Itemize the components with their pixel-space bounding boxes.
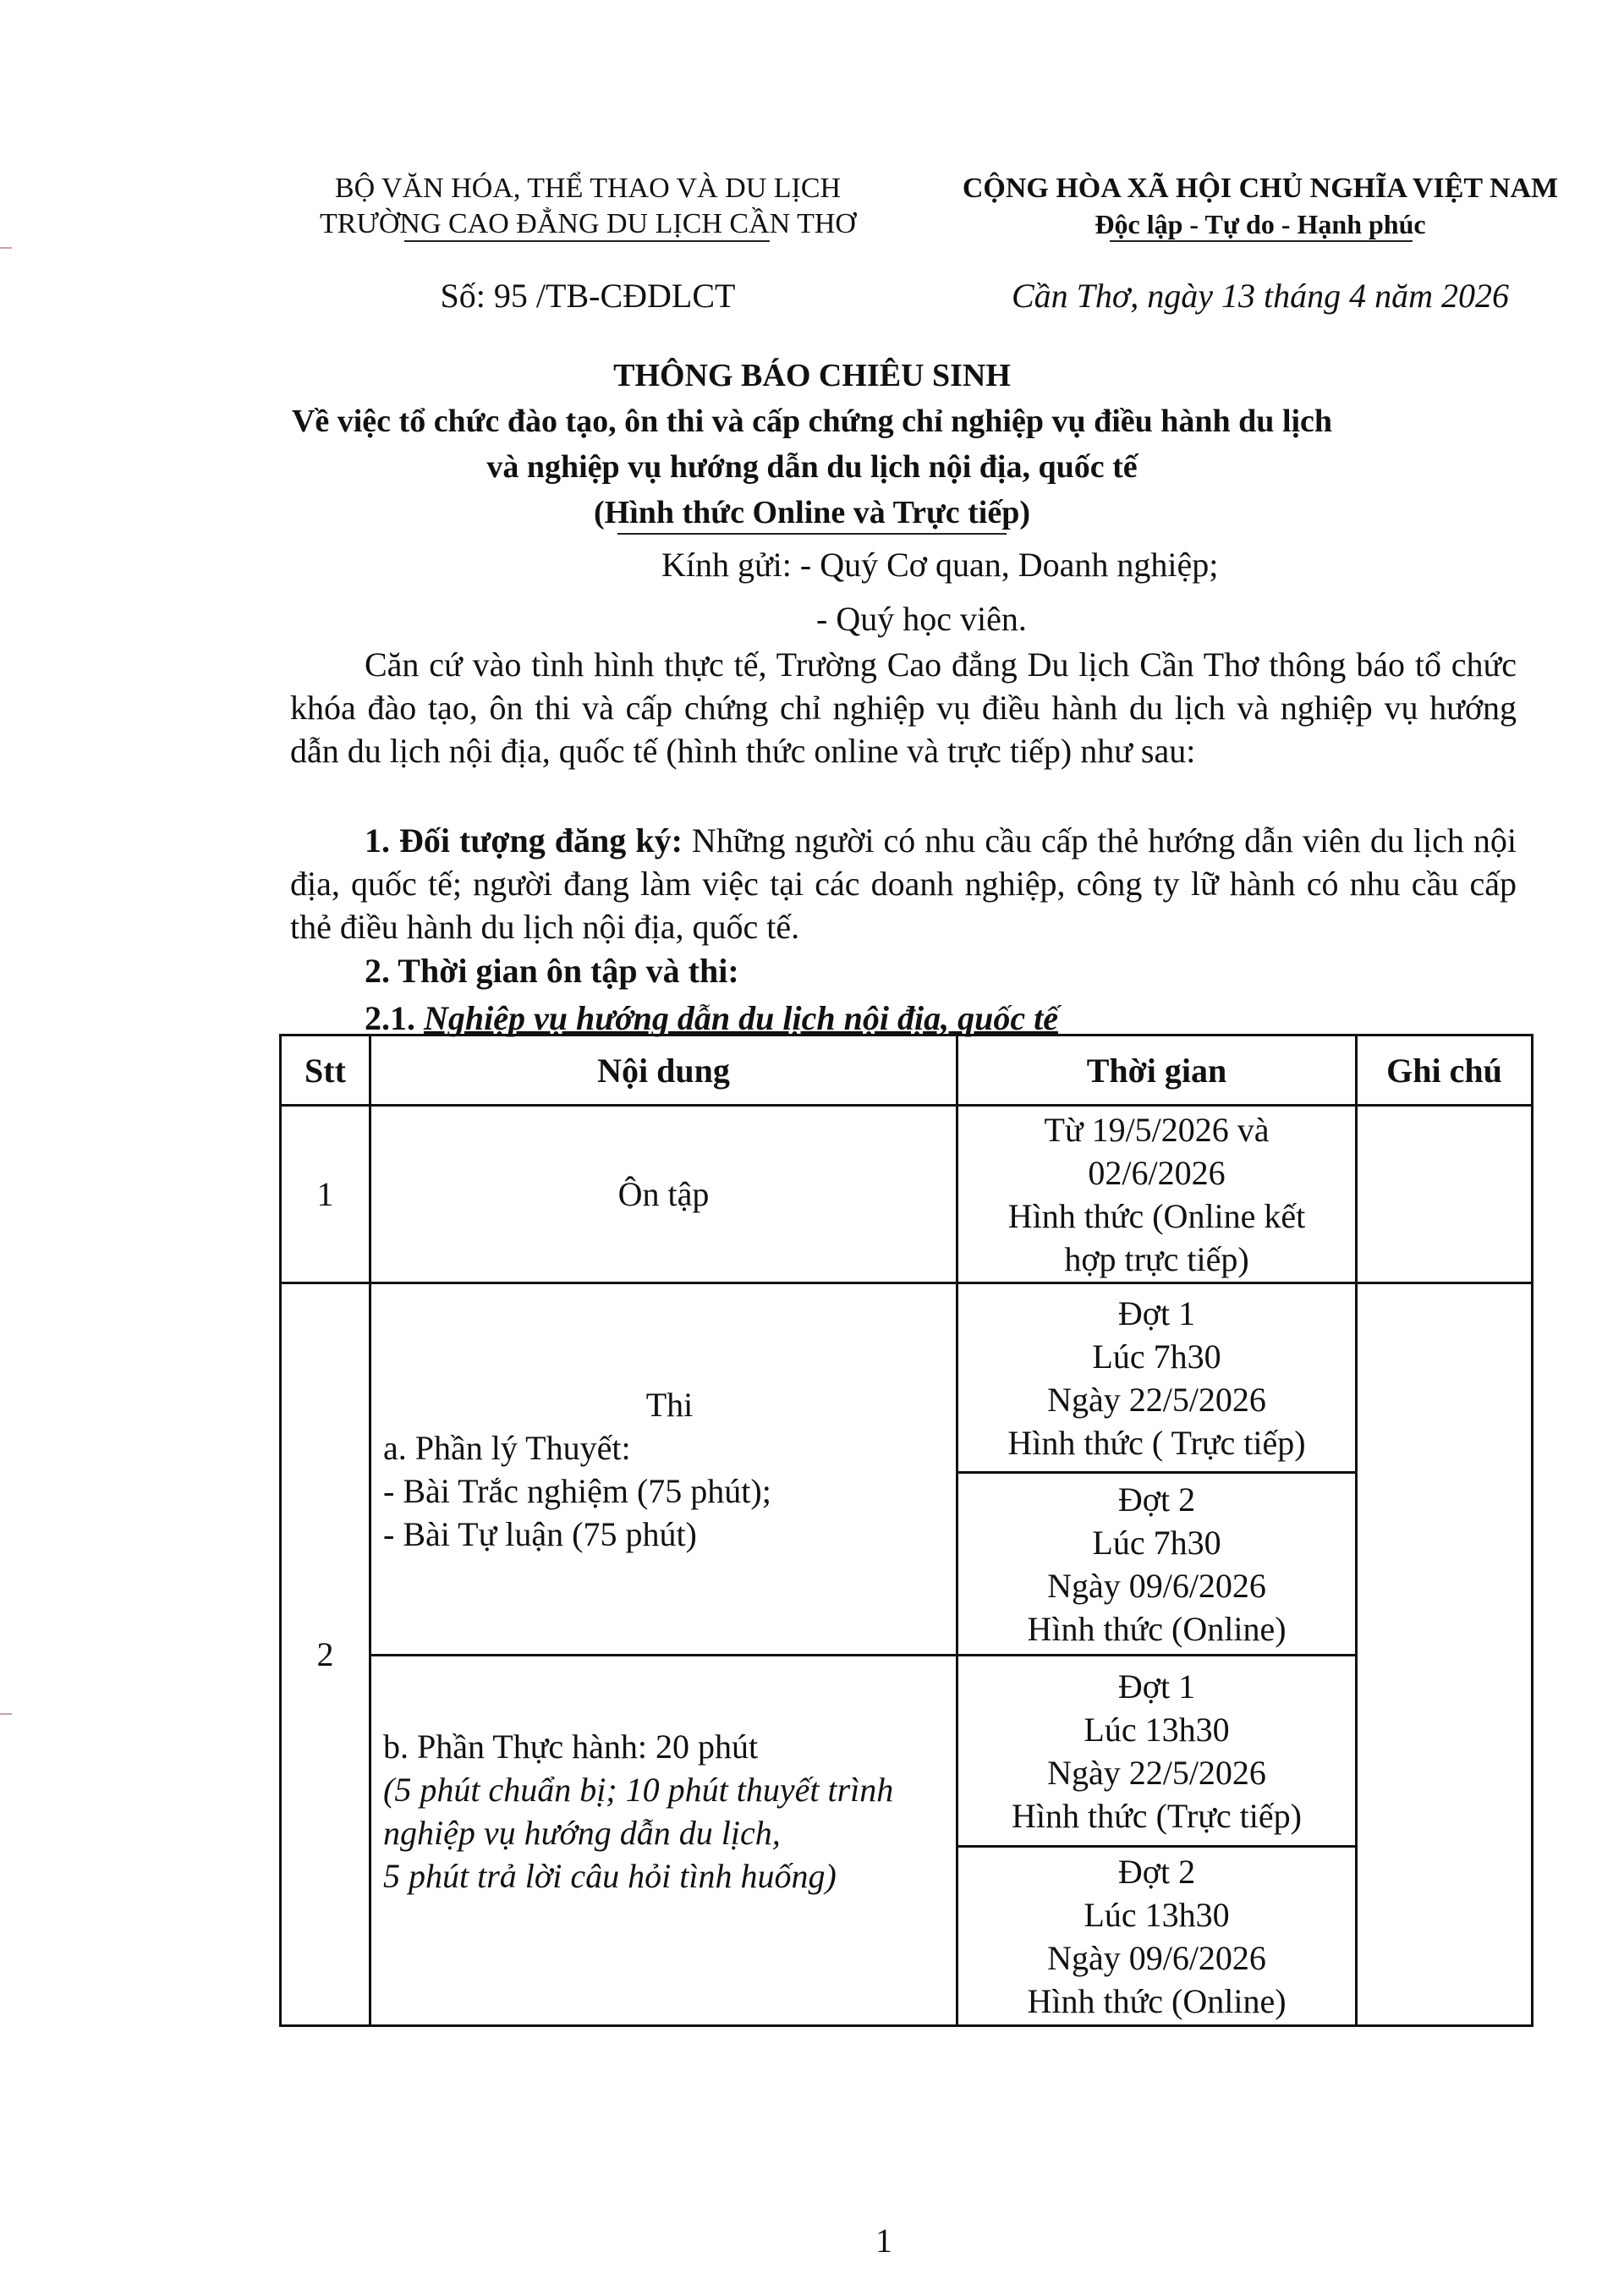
row2-note — [1357, 1283, 1533, 2026]
section-1-label: 1. Đối tượng đăng ký: — [365, 821, 683, 860]
practice-note-line: nghiệp vụ hướng dẫn du lịch, — [383, 1813, 781, 1852]
time-line: Hình thức (Online kết — [1007, 1196, 1306, 1235]
intro-paragraph: Căn cứ vào tình hình thực tế, Trường Cao đẳng Du lịch Cần Thơ thông báo tổ chức khóa đào tạo, ôn thi và cấp chứng chỉ nghiệp vụ điều hành du lịch và nghiệp vụ hướng dẫn du lịch nội địa, quốc tế (hình thức online và trực tiếp) như sau: — [290, 645, 1517, 770]
motto-underline — [1110, 240, 1413, 242]
edge-mark — [0, 1713, 12, 1715]
time-line: Hình thức ( Trực tiếp) — [1007, 1423, 1306, 1462]
practice-round2-time — [957, 1847, 1357, 2026]
row1-note — [1357, 1106, 1533, 1283]
time-line: Ngày 09/6/2026 — [1047, 1566, 1266, 1605]
table-row — [281, 1106, 1533, 1283]
recipients-line2: - Quý học viên. — [816, 600, 1027, 638]
section-1-text: Những người có nhu cầu cấp thẻ hướng dẫn viên du lịch nội địa, quốc tế; người đang làm việc tại các doanh nghiệp, công ty lữ hành có nhu cầu cấp thẻ điều hành du lịch nội địa, quốc tế. — [290, 821, 1517, 946]
practice-round1-time — [957, 1656, 1357, 1847]
time-line: Đợt 2 — [1117, 1852, 1196, 1891]
notice-title: THÔNG BÁO CHIÊU SINH — [613, 358, 1011, 393]
time-line: hợp trực tiếp) — [1064, 1239, 1249, 1278]
theory-round2-time — [957, 1473, 1357, 1656]
time-line: Ngày 09/6/2026 — [1047, 1938, 1266, 1977]
row1-time — [957, 1106, 1357, 1283]
section-1-paragraph — [290, 819, 1517, 948]
theory-line: - Bài Trắc nghiệm (75 phút); — [383, 1471, 771, 1510]
time-line: Hình thức (Online) — [1027, 1981, 1287, 2020]
edge-mark — [0, 247, 12, 249]
title-underline — [617, 533, 1007, 535]
theory-line: - Bài Tự luận (75 phút) — [383, 1514, 697, 1553]
theory-line: Thi — [645, 1385, 694, 1424]
time-line: Đợt 2 — [1117, 1480, 1196, 1519]
row1-stt: 1 — [281, 1106, 370, 1283]
country-name: CỘNG HÒA XÃ HỘI CHỦ NGHĨA VIỆT NAM — [962, 173, 1559, 204]
theory-line: a. Phần lý Thuyết: — [383, 1428, 631, 1467]
school-name: TRƯỜNG CAO ĐẲNG DU LỊCH CẦN THƠ — [320, 208, 856, 239]
time-line: Lúc 7h30 — [1092, 1523, 1221, 1562]
time-line: Lúc 7h30 — [1092, 1337, 1221, 1376]
row1-content: Ôn tập — [370, 1106, 957, 1283]
document-number: Số: 95 /TB-CĐDLCT — [440, 277, 736, 315]
time-line: Ngày 22/5/2026 — [1047, 1753, 1266, 1792]
table-header-row — [281, 1035, 1533, 1106]
time-line: Đợt 1 — [1117, 1667, 1196, 1706]
motto: Độc lập - Tự do - Hạnh phúc — [1095, 209, 1426, 239]
time-line: 02/6/2026 — [1088, 1153, 1226, 1192]
row2-theory-content — [370, 1283, 957, 1656]
time-line: Hình thức (Trực tiếp) — [1012, 1796, 1302, 1835]
row2-practice-content — [370, 1656, 957, 2026]
practice-title: b. Phần Thực hành: 20 phút — [383, 1727, 759, 1766]
time-line: Lúc 13h30 — [1084, 1710, 1230, 1749]
section-2-heading: 2. Thời gian ôn tập và thi: — [365, 952, 739, 990]
header-content: Nội dung — [370, 1035, 957, 1106]
notice-format: (Hình thức Online và Trực tiếp) — [593, 495, 1031, 530]
section-2-1-number: 2.1. — [365, 999, 415, 1037]
time-line: Ngày 22/5/2026 — [1047, 1380, 1266, 1419]
practice-note-line: (5 phút chuẩn bị; 10 phút thuyết trình — [383, 1770, 894, 1809]
table-row — [281, 1283, 1533, 1473]
header-stt: Stt — [281, 1035, 370, 1106]
schedule-table — [279, 1034, 1533, 2027]
notice-subject-line1: Về việc tổ chức đào tạo, ôn thi và cấp chứng chỉ nghiệp vụ điều hành du lịch — [291, 404, 1333, 439]
section-2-1-title: Nghiệp vụ hướng dẫn du lịch nội địa, quốc tế — [424, 999, 1058, 1037]
time-line: Từ 19/5/2026 và — [1044, 1110, 1270, 1149]
page-number: 1 — [875, 2222, 892, 2260]
ministry-name: BỘ VĂN HÓA, THỂ THAO VÀ DU LỊCH — [334, 173, 842, 204]
header-time: Thời gian — [957, 1035, 1357, 1106]
time-line: Hình thức (Online) — [1027, 1609, 1287, 1648]
recipients-line1: Kính gửi: - Quý Cơ quan, Doanh nghiệp; — [661, 546, 1219, 584]
school-name-underline — [404, 240, 770, 242]
table-row — [281, 1656, 1533, 1847]
practice-note-line: 5 phút trả lời câu hỏi tình huống) — [383, 1856, 837, 1895]
notice-subject-line2: và nghiệp vụ hướng dẫn du lịch nội địa, quốc tế — [486, 449, 1138, 485]
place-date: Cần Thơ, ngày 13 tháng 4 năm 2026 — [1011, 277, 1510, 315]
time-line: Lúc 13h30 — [1084, 1895, 1230, 1934]
row2-stt: 2 — [281, 1283, 370, 2026]
header-note: Ghi chú — [1357, 1035, 1533, 1106]
theory-round1-time — [957, 1283, 1357, 1473]
time-line: Đợt 1 — [1117, 1294, 1196, 1332]
